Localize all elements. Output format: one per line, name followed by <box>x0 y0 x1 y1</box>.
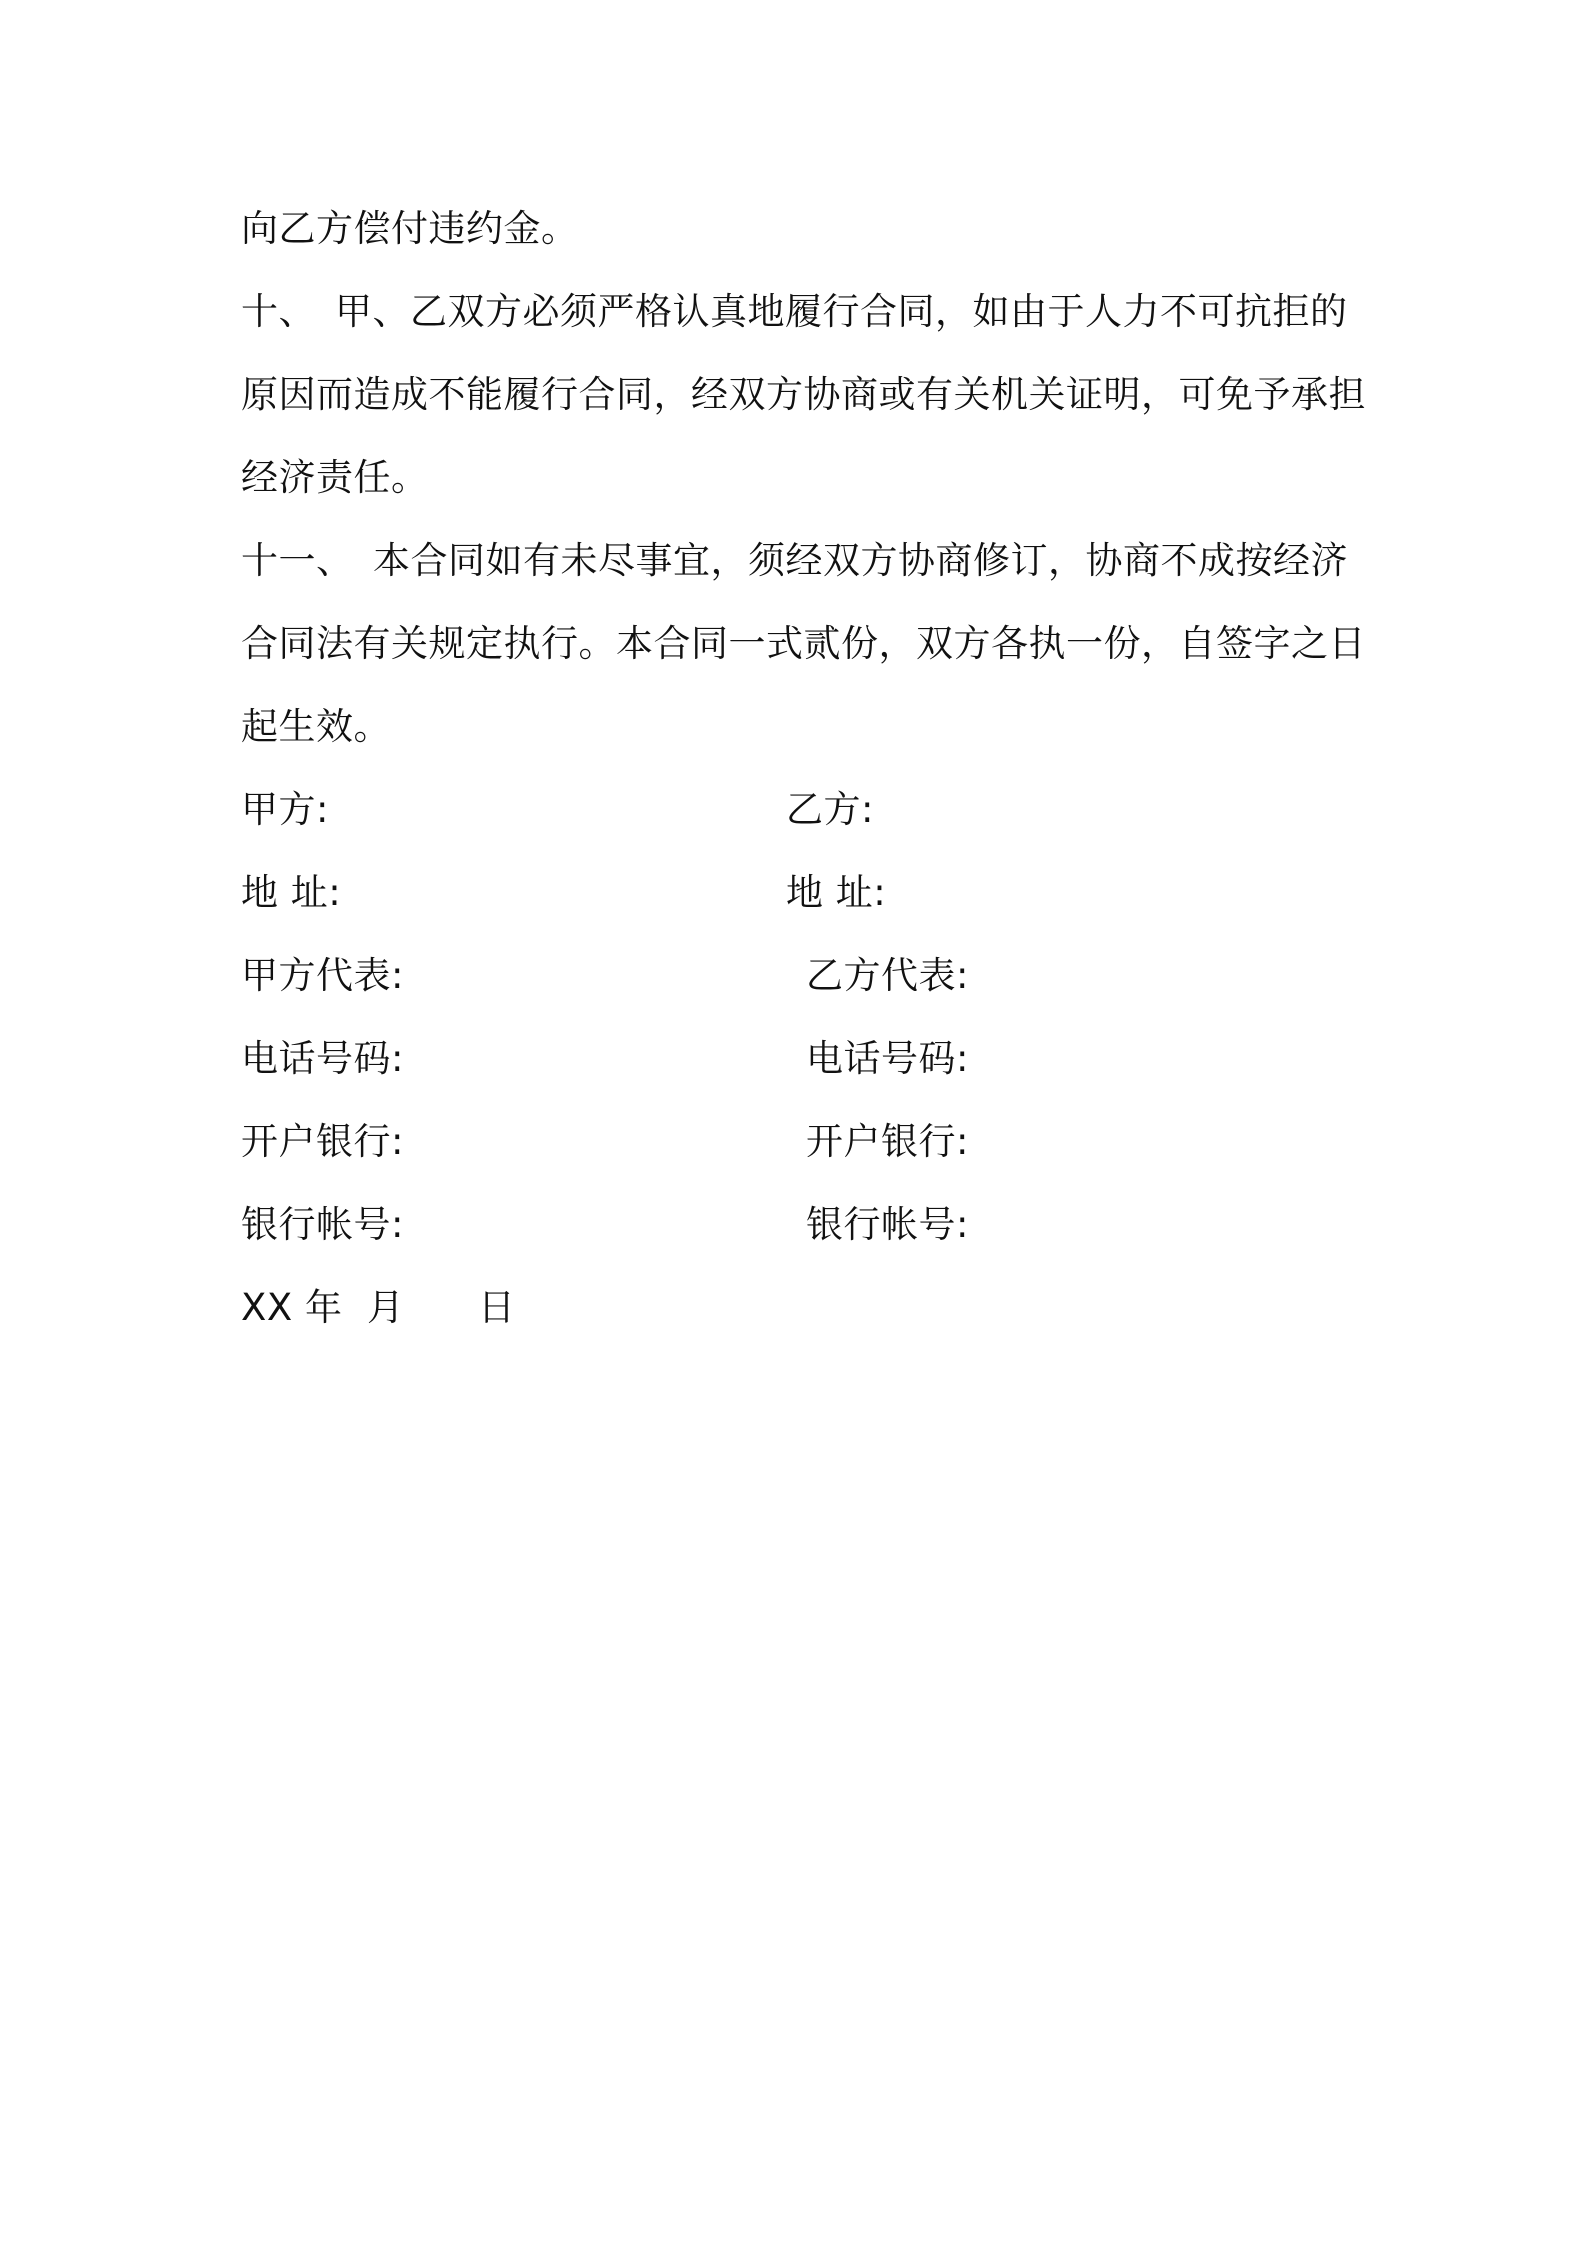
party-b-bank-label: 开户银行: <box>806 1120 969 1163</box>
signing-date: XX 年 月 日 <box>241 1286 516 1329</box>
party-b-address-label: 地 址: <box>786 871 887 914</box>
party-b-account-label: 银行帐号: <box>806 1203 969 1246</box>
clause-number: 十、 <box>241 290 316 333</box>
party-a-representative-label: 甲方代表: <box>241 954 404 997</box>
clause-10-line-3 <box>241 454 429 502</box>
clause-text: 起生效。 <box>241 705 391 748</box>
party-a-bank-label: 开户银行: <box>241 1120 404 1163</box>
party-b-name-label: 乙方: <box>786 788 874 831</box>
party-a-name-label: 甲方: <box>241 788 329 831</box>
party-a-address-label: 地 址: <box>241 871 342 914</box>
clause-text: 甲、乙双方必须严格认真地履行合同，如由于人力不可抗拒的 <box>335 290 1348 333</box>
clause-11-line-3 <box>241 703 391 751</box>
clause-11-line-2 <box>241 620 1366 668</box>
paragraph-text: 向乙方偿付违约金。 <box>241 207 579 250</box>
party-b-phone-label: 电话号码: <box>806 1037 969 1080</box>
clause-text: 合同法有关规定执行。本合同一式贰份，双方各执一份，自签字之日 <box>241 622 1366 665</box>
party-a-phone-label: 电话号码: <box>241 1037 404 1080</box>
clause-text: 经济责任。 <box>241 456 429 499</box>
clause-text: 原因而造成不能履行合同，经双方协商或有关机关证明，可免予承担 <box>241 373 1366 416</box>
clause-10-line-1 <box>241 288 1348 336</box>
clause-11-line-1 <box>241 537 1348 585</box>
clause-number: 十一、 <box>241 539 354 582</box>
clause-10-line-2 <box>241 371 1366 419</box>
party-b-representative-label: 乙方代表: <box>806 954 969 997</box>
clause-text: 本合同如有未尽事宜，须经双方协商修订，协商不成按经济 <box>373 539 1348 582</box>
paragraph-9-tail <box>241 205 579 253</box>
party-a-account-label: 银行帐号: <box>241 1203 404 1246</box>
